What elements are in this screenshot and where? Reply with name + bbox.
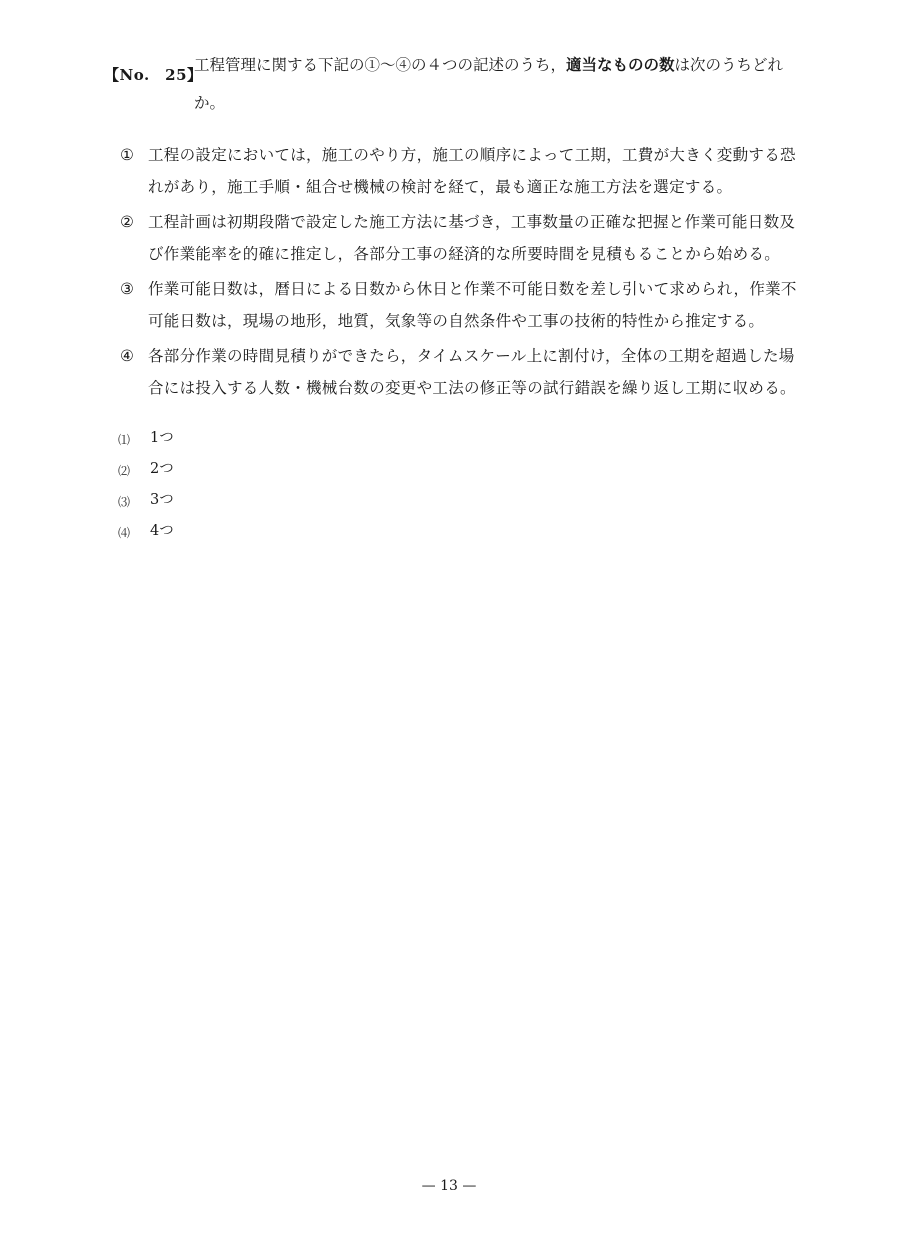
statement-text: 工程計画は初期段階で設定した施工方法に基づき，工事数量の正確な把握と作業可能日数及び作業能率を的確に推定し，各部分工事の経済的な所要時間を見積もることから始める。 (148, 213, 796, 263)
option-label: 1つ (150, 430, 174, 446)
option-number: ⑶ (118, 495, 131, 509)
statement-text: 工程の設定においては，施工のやり方，施工の順序によって工期，工費が大きく変動する恐れがあり，施工手順・組合せ機械の検討を経て，最も適正な施工方法を選定する。 (148, 146, 796, 196)
statement-marker: ③ (120, 280, 135, 298)
answer-options (118, 428, 174, 552)
answer-option-2 (118, 459, 174, 490)
statement-marker: ② (120, 213, 135, 231)
option-label: 4つ (150, 523, 174, 539)
option-label: 2つ (150, 461, 174, 477)
statement-3 (120, 274, 810, 337)
option-number: ⑷ (118, 526, 131, 540)
statement-text: 各部分作業の時間見積りができたら，タイムスケール上に割付け，全体の工期を超過した場合には投入する人数・機械台数の変更や工法の修正等の試行錯誤を繰り返し工期に収める。 (148, 347, 796, 397)
statement-marker: ④ (120, 347, 135, 365)
option-label: 3つ (150, 492, 174, 508)
option-number: ⑵ (118, 464, 131, 478)
question-text-end: は次のうちどれか。 (194, 56, 784, 112)
answer-option-1 (118, 428, 174, 459)
option-number: ⑴ (118, 433, 131, 447)
statement-list (120, 140, 810, 408)
answer-option-3 (118, 490, 174, 521)
statement-2 (120, 207, 810, 270)
statement-marker: ① (120, 146, 135, 164)
question-number: 【No. 25】 (104, 66, 203, 84)
page-number: — 13 — (421, 1178, 477, 1194)
answer-option-4 (118, 521, 174, 552)
question-text-emphasis: 適当なものの数 (566, 55, 675, 74)
question-text (194, 46, 804, 122)
question-text-start: 工程管理に関する下記の①～④の４つの記述のうち， (194, 56, 567, 74)
statement-text: 作業可能日数は，暦日による日数から休日と作業不可能日数を差し引いて求められ，作業不可能日数は，現場の地形，地質，気象等の自然条件や工事の技術的特性から推定する。 (148, 280, 797, 330)
statement-4 (120, 341, 810, 404)
statement-1 (120, 140, 810, 203)
